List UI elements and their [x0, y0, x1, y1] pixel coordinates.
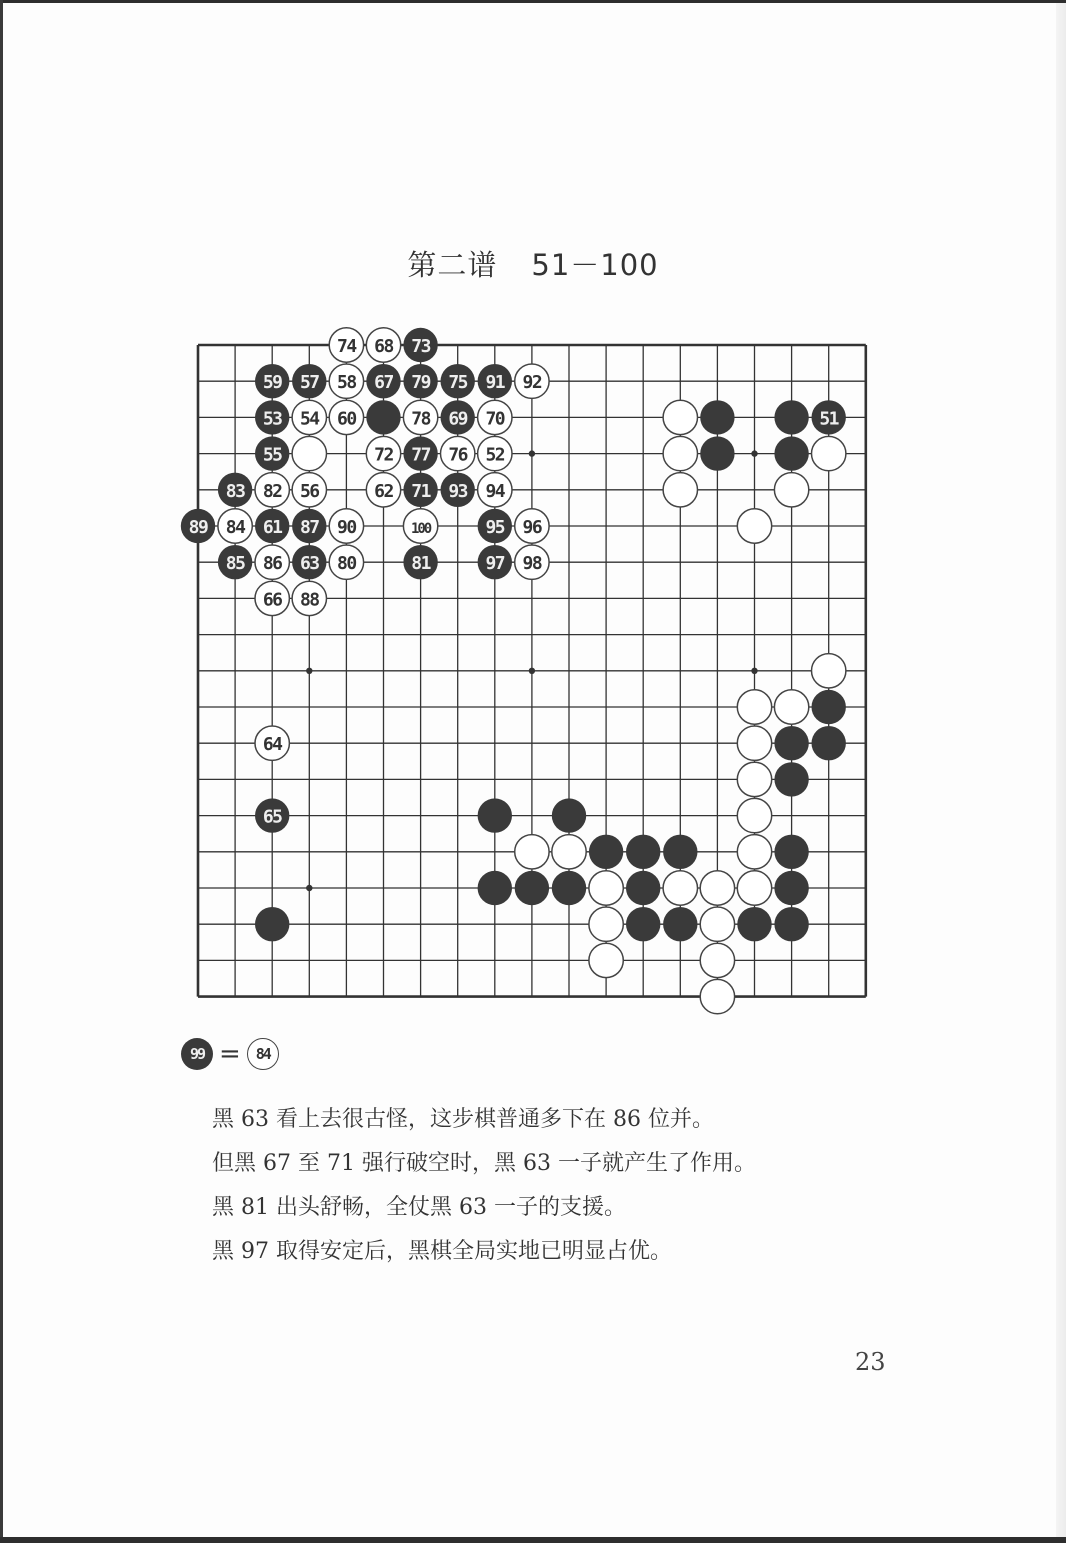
svg-text:82: 82 [262, 480, 282, 502]
svg-text:69: 69 [448, 408, 468, 430]
black-stone-73 [403, 328, 437, 362]
move-range: 51－100 [531, 248, 659, 282]
white-stone [552, 835, 586, 869]
white-stone-100 [403, 509, 437, 543]
svg-text:90: 90 [337, 517, 356, 538]
black-stone [663, 835, 697, 869]
white-stone-94 [478, 473, 512, 507]
black-stone [552, 871, 586, 905]
black-stone [478, 798, 512, 832]
star-point [306, 668, 312, 674]
svg-text:91: 91 [485, 372, 505, 394]
white-stone [737, 726, 771, 760]
black-stone [774, 726, 808, 760]
black-stone-89 [181, 509, 215, 543]
black-stone [255, 907, 289, 941]
black-stone [663, 907, 697, 941]
white-stone-88 [292, 581, 326, 615]
black-stone [774, 762, 808, 796]
svg-text:95: 95 [485, 517, 505, 538]
black-stone-67 [366, 364, 400, 398]
svg-text:86: 86 [262, 553, 282, 575]
black-stone [774, 400, 808, 434]
white-stone-54 [292, 400, 326, 434]
black-stone [774, 907, 808, 941]
black-stone-59 [255, 364, 289, 398]
svg-text:61: 61 [262, 517, 282, 538]
svg-text:64: 64 [262, 734, 282, 756]
black-stone-55 [255, 436, 289, 470]
black-stone-81 [403, 545, 437, 579]
white-stone [700, 907, 734, 941]
svg-text:51: 51 [819, 408, 839, 430]
diagram-title-label: 第二谱 [407, 248, 498, 282]
black-stone [774, 835, 808, 869]
white-stone [737, 871, 771, 905]
black-stone-51 [812, 400, 846, 434]
svg-text:52: 52 [485, 444, 505, 466]
svg-text:56: 56 [299, 480, 319, 502]
svg-text:76: 76 [448, 444, 468, 466]
white-stone [737, 509, 771, 543]
star-point [751, 450, 757, 456]
white-stone-68 [366, 328, 400, 362]
black-stone [700, 436, 734, 470]
page-frame-bottom [0, 1537, 1066, 1543]
svg-text:71: 71 [411, 480, 430, 502]
black-stone-69 [441, 400, 475, 434]
white-stone [737, 798, 771, 832]
white-stone [774, 690, 808, 724]
white-stone-86 [255, 545, 289, 579]
black-stone [366, 400, 400, 434]
black-stone [515, 871, 549, 905]
svg-text:93: 93 [448, 480, 468, 502]
black-stone [552, 798, 586, 832]
black-stone-93 [441, 473, 475, 507]
svg-text:62: 62 [374, 480, 393, 502]
white-stone-52 [478, 436, 512, 470]
svg-text:78: 78 [411, 408, 430, 430]
svg-text:57: 57 [299, 372, 319, 394]
white-stone-60 [329, 400, 363, 434]
white-stone-58 [329, 364, 363, 398]
white-stone [812, 436, 846, 470]
white-stone-66 [255, 581, 289, 615]
svg-text:70: 70 [485, 408, 505, 430]
black-stone-91 [478, 364, 512, 398]
white-stone [737, 690, 771, 724]
white-stone-note: 84 [247, 1038, 279, 1070]
white-stone [589, 871, 623, 905]
svg-text:65: 65 [262, 806, 282, 828]
svg-text:79: 79 [411, 372, 430, 394]
svg-text:68: 68 [374, 336, 393, 357]
svg-text:60: 60 [337, 408, 356, 430]
white-stone-82 [255, 473, 289, 507]
move-note [181, 1036, 279, 1072]
white-stone-84 [218, 509, 252, 543]
svg-text:83: 83 [225, 480, 245, 502]
black-stone-note: 99 [181, 1038, 213, 1070]
equals-sign: = [219, 1039, 241, 1069]
svg-text:80: 80 [337, 553, 356, 575]
svg-text:100: 100 [410, 521, 431, 537]
svg-text:84: 84 [225, 517, 245, 538]
black-stone [626, 835, 660, 869]
svg-text:58: 58 [337, 372, 356, 394]
white-stone-96 [515, 509, 549, 543]
svg-text:72: 72 [374, 444, 393, 466]
commentary-text [212, 1098, 912, 1274]
white-stone-90 [329, 509, 363, 543]
white-stone [737, 762, 771, 796]
black-stone [626, 907, 660, 941]
white-stone [663, 436, 697, 470]
black-stone-77 [403, 436, 437, 470]
black-stone [626, 871, 660, 905]
white-stone [774, 473, 808, 507]
svg-text:96: 96 [522, 517, 542, 538]
white-stone [663, 400, 697, 434]
black-stone [589, 835, 623, 869]
star-point [529, 450, 535, 456]
black-stone-65 [255, 798, 289, 832]
black-stone [774, 436, 808, 470]
black-stone [478, 871, 512, 905]
svg-text:66: 66 [262, 589, 282, 611]
black-stone [737, 907, 771, 941]
black-stone-53 [255, 400, 289, 434]
white-stone [515, 835, 549, 869]
black-stone-85 [218, 545, 252, 579]
star-point [306, 885, 312, 891]
black-stone [700, 400, 734, 434]
svg-text:74: 74 [337, 336, 356, 357]
svg-text:67: 67 [374, 372, 393, 394]
white-stone [812, 654, 846, 688]
black-stone-97 [478, 545, 512, 579]
black-stone-75 [441, 364, 475, 398]
white-stone-80 [329, 545, 363, 579]
white-stone-72 [366, 436, 400, 470]
white-stone-76 [441, 436, 475, 470]
white-stone-92 [515, 364, 549, 398]
svg-text:94: 94 [485, 480, 505, 502]
svg-text:89: 89 [188, 517, 208, 538]
svg-text:53: 53 [262, 408, 282, 430]
white-stone [589, 943, 623, 977]
svg-text:98: 98 [522, 553, 542, 575]
white-stone-62 [366, 473, 400, 507]
black-stone [812, 726, 846, 760]
svg-text:73: 73 [411, 336, 430, 357]
commentary-line: 黑 81 出头舒畅，全仗黑 63 一子的支援。 [212, 1195, 626, 1220]
commentary-line: 黑 63 看上去很古怪，这步棋普通多下在 86 位并。 [212, 1107, 714, 1132]
white-stone [700, 943, 734, 977]
svg-text:75: 75 [448, 372, 468, 394]
commentary-line: 黑 97 取得安定后，黑棋全局实地已明显占优。 [212, 1239, 672, 1264]
white-stone-56 [292, 473, 326, 507]
black-stone-79 [403, 364, 437, 398]
svg-text:87: 87 [299, 517, 319, 538]
star-point [529, 668, 535, 674]
black-stone-71 [403, 473, 437, 507]
svg-text:77: 77 [411, 444, 430, 466]
white-stone [589, 907, 623, 941]
white-stone [292, 436, 326, 470]
svg-text:81: 81 [411, 553, 430, 575]
svg-text:88: 88 [299, 589, 319, 611]
black-stone-83 [218, 473, 252, 507]
white-stone-98 [515, 545, 549, 579]
svg-text:85: 85 [225, 553, 245, 575]
black-stone [812, 690, 846, 724]
black-stone [774, 871, 808, 905]
black-stone-87 [292, 509, 326, 543]
black-stone-95 [478, 509, 512, 543]
svg-text:97: 97 [485, 553, 505, 575]
black-stone-57 [292, 364, 326, 398]
white-stone-74 [329, 328, 363, 362]
white-stone [700, 871, 734, 905]
svg-text:59: 59 [262, 372, 282, 394]
white-stone-78 [403, 400, 437, 434]
white-stone-70 [478, 400, 512, 434]
svg-text:92: 92 [522, 372, 542, 394]
black-stone-63 [292, 545, 326, 579]
star-point [751, 668, 757, 674]
white-stone [737, 835, 771, 869]
page-number: 23 [855, 1348, 886, 1376]
svg-text:54: 54 [299, 408, 319, 430]
white-stone-64 [255, 726, 289, 760]
black-stone-61 [255, 509, 289, 543]
white-stone [700, 979, 734, 1013]
svg-text:63: 63 [299, 553, 319, 575]
svg-text:55: 55 [262, 444, 282, 466]
white-stone [663, 871, 697, 905]
commentary-line: 但黑 67 至 71 强行破空时，黑 63 一子就产生了作用。 [212, 1151, 756, 1176]
white-stone [663, 473, 697, 507]
